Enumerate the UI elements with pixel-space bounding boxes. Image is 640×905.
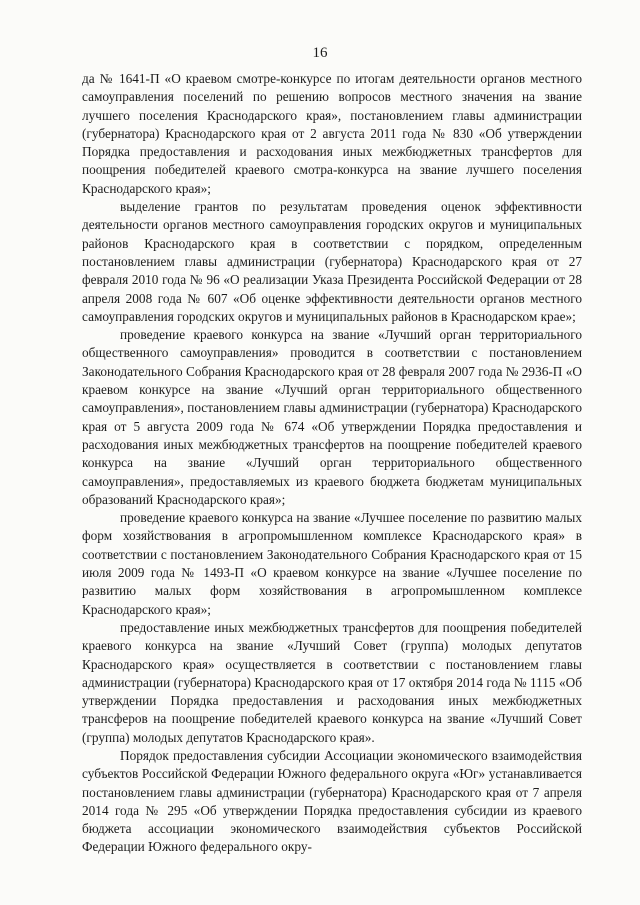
paragraph-2: выделение грантов по результатам проведения оценок эффективности деятельности органов местного самоуправления городских округов и муниципальных районов Краснодарского края в соответствии с порядком, определенным постановлением главы администрации (губернатора) Краснодарского края от 27 февраля 2010 года № 96 «О реализации Указа Президента Российской Федерации от 28 апреля 2008 года № 607 «Об оценке эффективности деятельности органов местного самоуправления городских округов и муниципальных районов в Краснодарском крае»; (82, 199, 582, 324)
paragraph-3: проведение краевого конкурса на звание «Лучший орган территориального общественного самоуправления» проводится в соответствии с постановлением Законодательного Собрания Краснодарского края от 28 февраля 2007 года № 2936-П «О краевом конкурсе на звание «Лучший орган территориального общественного самоуправления», постановлением главы администрации (губернатора) Краснодарского края от 5 августа 2009 года № 674 «Об утверждении Порядка предоставления и расходования иных межбюджетных трансфертов на поощрение победителей краевого конкурса на звание «Лучший орган территориального общественного самоуправления», предоставляемых из краевого бюджета бюджетам муниципальных образований Краснодарского края»; (82, 327, 582, 507)
paragraph-4: проведение краевого конкурса на звание «Лучшее поселение по развитию малых форм хозяйствования в агропромышленном комплексе Краснодарского края» в соответствии с постановлением Законодательного Собрания Краснодарского края от 15 июля 2009 года № 1493-П «О краевом конкурсе на звание «Лучшее поселение по развитию малых форм хозяйствования в агропромышленном комплексе Краснодарского края»; (82, 510, 582, 617)
paragraph-6: Порядок предоставления субсидии Ассоциации экономического взаимодействия субъектов Российской Федерации Южного федерального округа «Юг» устанавливается постановлением главы администрации (губернатора) Краснодарского края от 7 апреля 2014 года № 295 «Об утверждении Порядка предоставления субсидии из краевого бюджета ассоциации экономического взаимодействия субъектов Российской Федерации Южного федерального окру- (82, 747, 582, 855)
page-number: 16 (312, 45, 328, 61)
paragraph-1: да № 1641-П «О краевом смотре-конкурсе по итогам деятельности органов местного самоуправления поселений по решению вопросов местного значения на звание лучшего поселения Краснодарского края», постановлением главы администрации (губернатора) Краснодарского края от 2 августа 2011 года № 830 «Об утверждении Порядка предоставления и расходования иных межбюджетных трансфертов для поощрения победителей краевого смотра-конкурса на звание лучшего поселения Краснодарского края»; (82, 71, 582, 196)
body-text (82, 70, 582, 857)
paragraph-5: предоставление иных межбюджетных трансфертов для поощрения победителей краевого конкурса на звание «Лучший Совет (группа) молодых депутатов Краснодарского края» осуществляется в соответствии с постановлением главы администрации (губернатора) Краснодарского края от 17 октября 2014 года № 1115 «Об утверждении Порядка предоставления и расходования иных межбюджетных трансферов на поощрение победителей краевого конкурса на звание «Лучший Совет (группа) молодых депутатов Краснодарского края». (82, 619, 582, 745)
